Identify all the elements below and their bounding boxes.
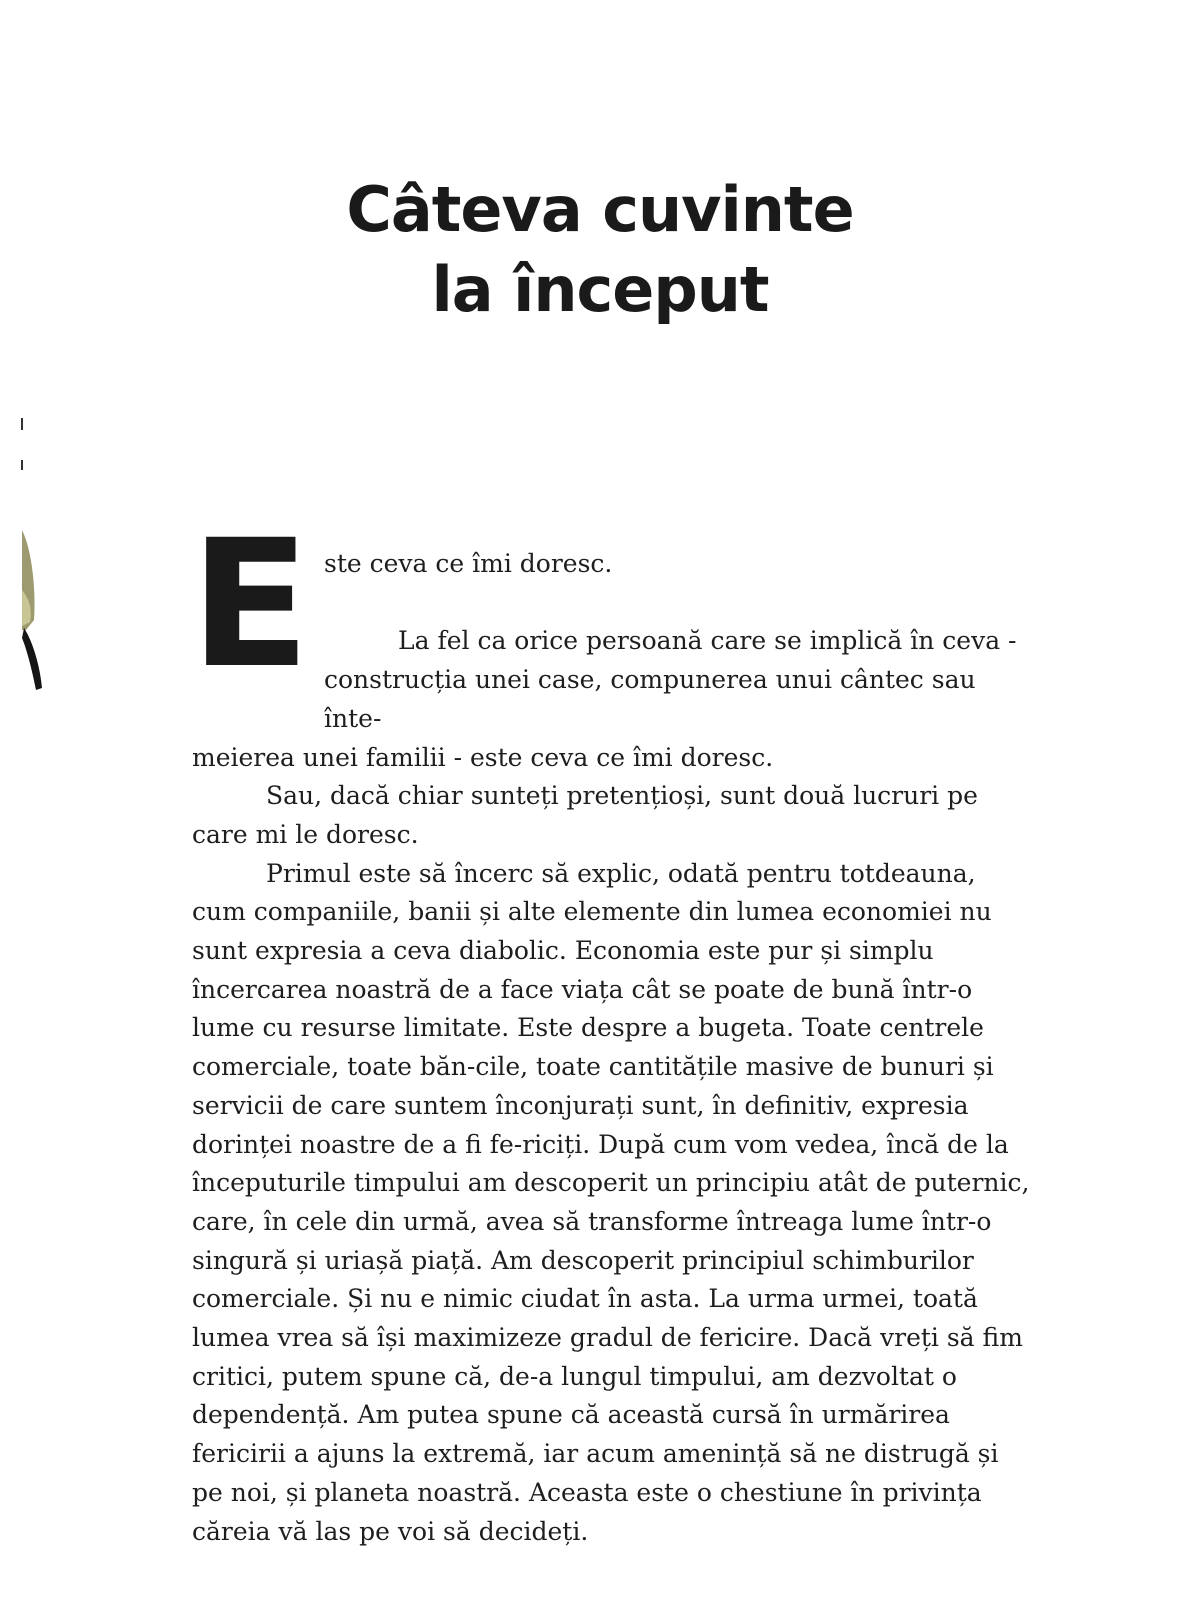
chapter-title-line-1: Câteva cuvinte bbox=[346, 173, 854, 246]
paragraph: Primul este să încerc să explic, odată pentru totdeauna, cum companiile, banii și alte elemente din lumea economiei nu sunt expresia a ceva diabolic. Economia este pur și simplu încercarea noastră de a face viața cât se poate de bună într-o lume cu resurse limitate. Este despre a bugeta. Toate centrele comerciale, toate băn-cile, toate cantitățile masive de bunuri și servicii de care suntem înconjurați sunt, în definitiv, expresia dorinței noastre de a fi fe-riciți. După cum vom vedea, încă de la începuturile timpului am descoperit un principiu atât de puternic, care, în cele din urmă, avea să transforme întreaga lume într-o singură și uriașă piață. Am descoperit principiul schimburilor comerciale. Și nu e nimic ciudat în asta. La urma urmei, toată lumea vrea să își maximizeze gradul de fericire. Dacă vreți să fim critici, putem spune că, de-a lungul timpului, am dezvoltat o dependență. Am putea spune că această cursă în urmărirea fericirii a ajuns la extremă, iar acum amenință să ne distrugă și pe noi, și planeta noastră. Aceasta este o chestiune în privința căreia vă las pe voi să decideți. bbox=[192, 858, 1030, 1546]
page-edge-mark bbox=[21, 460, 23, 470]
paragraph: Sau, dacă chiar sunteți pretențioși, sunt două lucruri pe care mi le doresc. bbox=[192, 781, 978, 849]
drop-cap-letter: E bbox=[190, 502, 309, 707]
edge-illustration-fragment bbox=[22, 530, 48, 690]
page-edge-mark bbox=[21, 418, 23, 430]
opening-line: ste ceva ce îmi doresc. bbox=[324, 549, 613, 578]
paragraph-continuation: meierea unei familii - este ceva ce îmi doresc. bbox=[192, 742, 774, 772]
body-text bbox=[192, 545, 1032, 1551]
chapter-title bbox=[0, 170, 1200, 330]
paragraph: La fel ca orice persoană care se implică în ceva - construcția unei case, compunerea unui cântec sau înte- bbox=[324, 626, 1017, 733]
chapter-title-line-2: la început bbox=[431, 253, 769, 326]
